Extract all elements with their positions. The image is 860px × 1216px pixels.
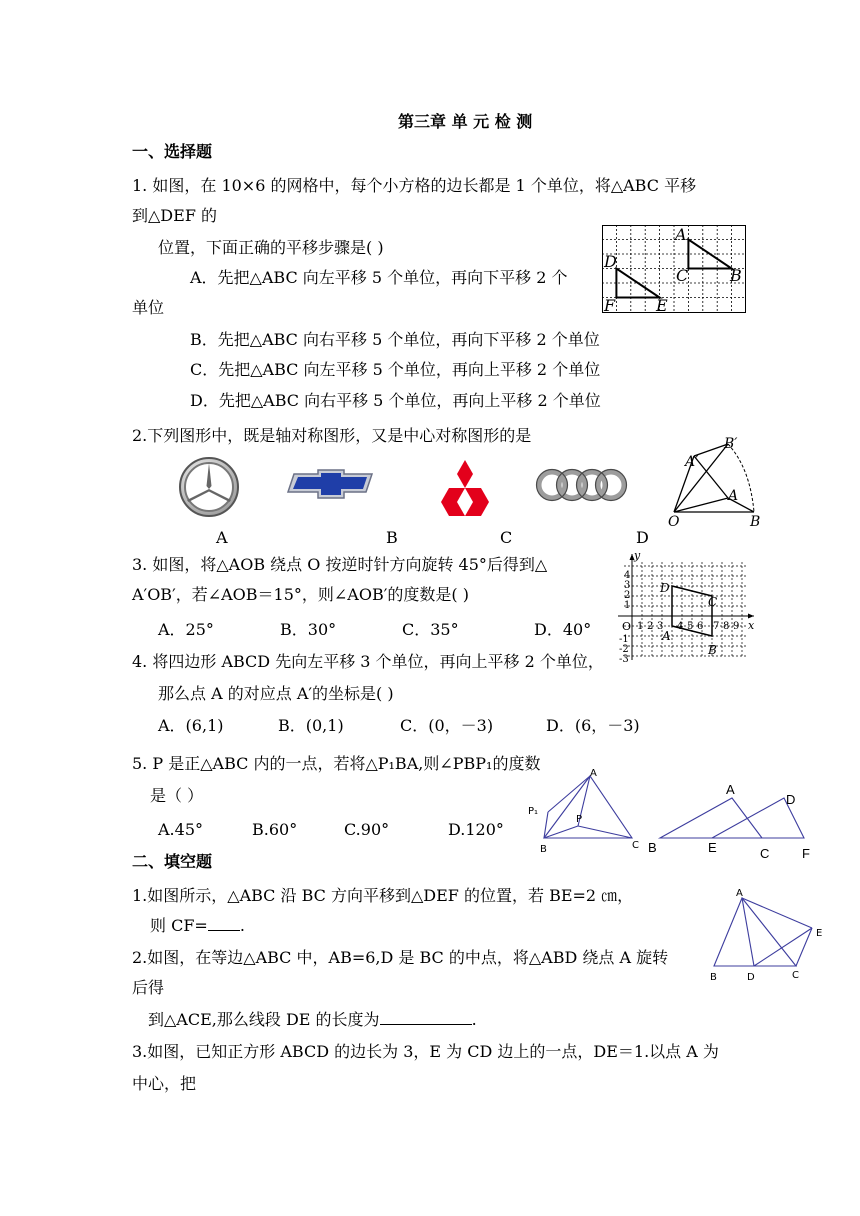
q2-label-c: C — [500, 528, 513, 547]
f2-answer-blank[interactable] — [380, 1010, 472, 1025]
q1-label-c: C — [676, 266, 689, 285]
q4-line2: 那么点 A 的对应点 A′的坐标是( ) — [158, 684, 394, 703]
q4-option-b: B．(0,1) — [278, 716, 344, 735]
q1-option-d: D．先把△ABC 向右平移 5 个单位，再向上平移 2 个单位 — [190, 391, 601, 410]
q1-label-b: B — [730, 266, 742, 285]
q4-option-d: D．(6，－3) — [546, 716, 640, 735]
q5-fig1-label-c: C — [632, 840, 639, 851]
q5-line2: 是（ ） — [150, 786, 204, 805]
q4-ytick: 1 — [624, 600, 631, 611]
q4-xtick: 9 — [733, 621, 740, 632]
f2-fig-label-b: B — [710, 972, 717, 983]
q3-option-c: C．35° — [402, 620, 459, 639]
f2-fig-label-a: A — [736, 888, 743, 899]
q3-label-o: O — [668, 514, 680, 530]
q4-ytick: 2 — [624, 590, 631, 601]
mitsubishi-logo-icon — [433, 458, 497, 516]
q1-option-c: C．先把△ABC 向左平移 5 个单位，再向上平移 2 个单位 — [190, 360, 601, 379]
q3-option-b: B．30° — [280, 620, 337, 639]
q3-label-bprime: B′ — [724, 436, 738, 452]
f2-line2: 后得 — [132, 978, 165, 997]
mercedes-logo-icon — [178, 456, 240, 518]
audi-logo-icon — [534, 468, 628, 502]
q1-label-d: D — [604, 252, 617, 271]
f1-fig-label-b: B — [648, 840, 657, 855]
q5-figure-triangle-p — [540, 774, 636, 842]
f1-fig-label-e: E — [708, 840, 717, 855]
q4-xtick: 6 — [697, 621, 704, 632]
q2-text: 2.下列图形中，既是轴对称图形，又是中心对称图形的是 — [132, 426, 532, 445]
q4-xtick: 1 — [637, 621, 644, 632]
f1-fig-label-c: C — [760, 846, 770, 861]
q1-label-a: A — [675, 225, 687, 244]
q4-xtick: 7 — [713, 621, 720, 632]
q5-option-b: B.60° — [252, 820, 298, 839]
q5-option-c: C.90° — [344, 820, 390, 839]
q4-xtick: 8 — [723, 621, 730, 632]
q4-label-b: B — [708, 643, 717, 657]
q4-ytick: -1 — [619, 634, 629, 645]
q5-fig1-label-b: B — [540, 844, 547, 855]
q1-line3: 位置，下面正确的平移步骤是( ) — [158, 238, 384, 257]
page-title: 第三章 单 元 检 测 — [398, 112, 533, 131]
q3-label-b: B — [750, 514, 761, 530]
q3-label-aprime: A′ — [685, 454, 699, 470]
f2-fig-label-c: C — [792, 970, 799, 981]
q1-line2: 到△DEF 的 — [132, 206, 218, 225]
q3-option-d: D．40° — [534, 620, 592, 639]
q4-ytick: -3 — [619, 654, 629, 665]
q4-xtick: 2 — [647, 621, 654, 632]
q4-label-d: D — [660, 581, 670, 595]
q1-label-e: E — [656, 296, 668, 315]
f2-rotation-figure — [706, 892, 818, 972]
section-choice-heading: 一、选择题 — [132, 142, 213, 161]
f3-line1: 3.如图，已知正方形 ABCD 的边长为 3，E 为 CD 边上的一点，DE＝1.以点 A 为 — [132, 1042, 719, 1061]
f2-fig-label-e: E — [816, 928, 823, 939]
chevrolet-logo-icon — [286, 468, 376, 500]
q3-rotation-figure — [668, 440, 768, 516]
section-fill-heading: 二、填空题 — [132, 852, 213, 871]
f1-line1: 1.如图所示，△ABC 沿 BC 方向平移到△DEF 的位置，若 BE=2 ㎝， — [132, 886, 634, 905]
q4-label-c: C — [708, 595, 718, 609]
f1-line2: 则 CF= . — [150, 916, 245, 935]
q4-label-a: A — [662, 629, 671, 643]
q4-xtick: 3 — [657, 621, 664, 632]
f3-line2: 中心，把 — [132, 1074, 197, 1093]
q3-label-a: A — [728, 488, 739, 504]
f1-answer-blank[interactable] — [208, 916, 240, 931]
q2-label-b: B — [386, 528, 398, 547]
q2-label-a: A — [216, 528, 228, 547]
q1-label-f: F — [604, 296, 616, 315]
q4-ytick: 4 — [624, 570, 631, 581]
f2-line3: 到△ACE,那么线段 DE 的长度为 . — [148, 1010, 477, 1029]
q5-fig1-label-a: A — [590, 768, 597, 779]
q4-xtick: 5 — [687, 621, 694, 632]
q2-label-d: D — [636, 528, 649, 547]
q5-fig1-label-p1: P₁ — [528, 806, 539, 817]
q4-line1: 4. 将四边形 ABCD 先向左平移 3 个单位，再向上平移 2 个单位， — [132, 652, 604, 671]
q5-fig1-label-p: P — [576, 814, 583, 825]
q5-option-d: D.120° — [448, 820, 504, 839]
q4-axis-x: x — [748, 619, 755, 632]
q4-axis-y: y — [634, 549, 641, 562]
q1-option-b: B．先把△ABC 向右平移 5 个单位，再向下平移 2 个单位 — [190, 330, 600, 349]
q5-line1: 5. P 是正△ABC 内的一点，若将△P₁BA,则∠PBP₁的度数 — [132, 754, 541, 773]
q1-line1: 1. 如图，在 10×6 的网格中，每个小方格的边长都是 1 个单位，将△ABC 平移 — [132, 176, 697, 195]
q1-grid-figure — [602, 225, 746, 313]
q1-option-a: A．先把△ABC 向左平移 5 个单位，再向下平移 2 个 — [190, 268, 568, 287]
q4-origin: O — [622, 620, 632, 633]
f1-fig-label-f: F — [802, 846, 810, 861]
f1-translation-figure — [656, 794, 806, 842]
q5-option-a: A.45° — [158, 820, 203, 839]
q3-option-a: A．25° — [158, 620, 214, 639]
q4-coordinate-grid — [612, 552, 760, 664]
q4-ytick: -2 — [619, 644, 629, 655]
q1-option-a-cont: 单位 — [132, 298, 165, 317]
q4-option-a: A．(6,1) — [158, 716, 224, 735]
f2-line1: 2.如图，在等边△ABC 中，AB=6,D 是 BC 的中点，将△ABD 绕点 A 旋转 — [132, 948, 669, 967]
q4-ytick: 3 — [624, 580, 631, 591]
q4-xtick: 4 — [677, 621, 684, 632]
f1-fig-label-d: D — [786, 792, 796, 807]
q4-option-c: C．(0，－3) — [400, 716, 494, 735]
f1-fig-label-a: A — [726, 782, 735, 797]
q3-line2: A′OB′，若∠AOB＝15°，则∠AOB′的度数是( ) — [132, 585, 469, 604]
q3-line1: 3. 如图，将△AOB 绕点 O 按逆时针方向旋转 45°后得到△ — [132, 555, 548, 574]
f2-fig-label-d: D — [747, 972, 755, 983]
